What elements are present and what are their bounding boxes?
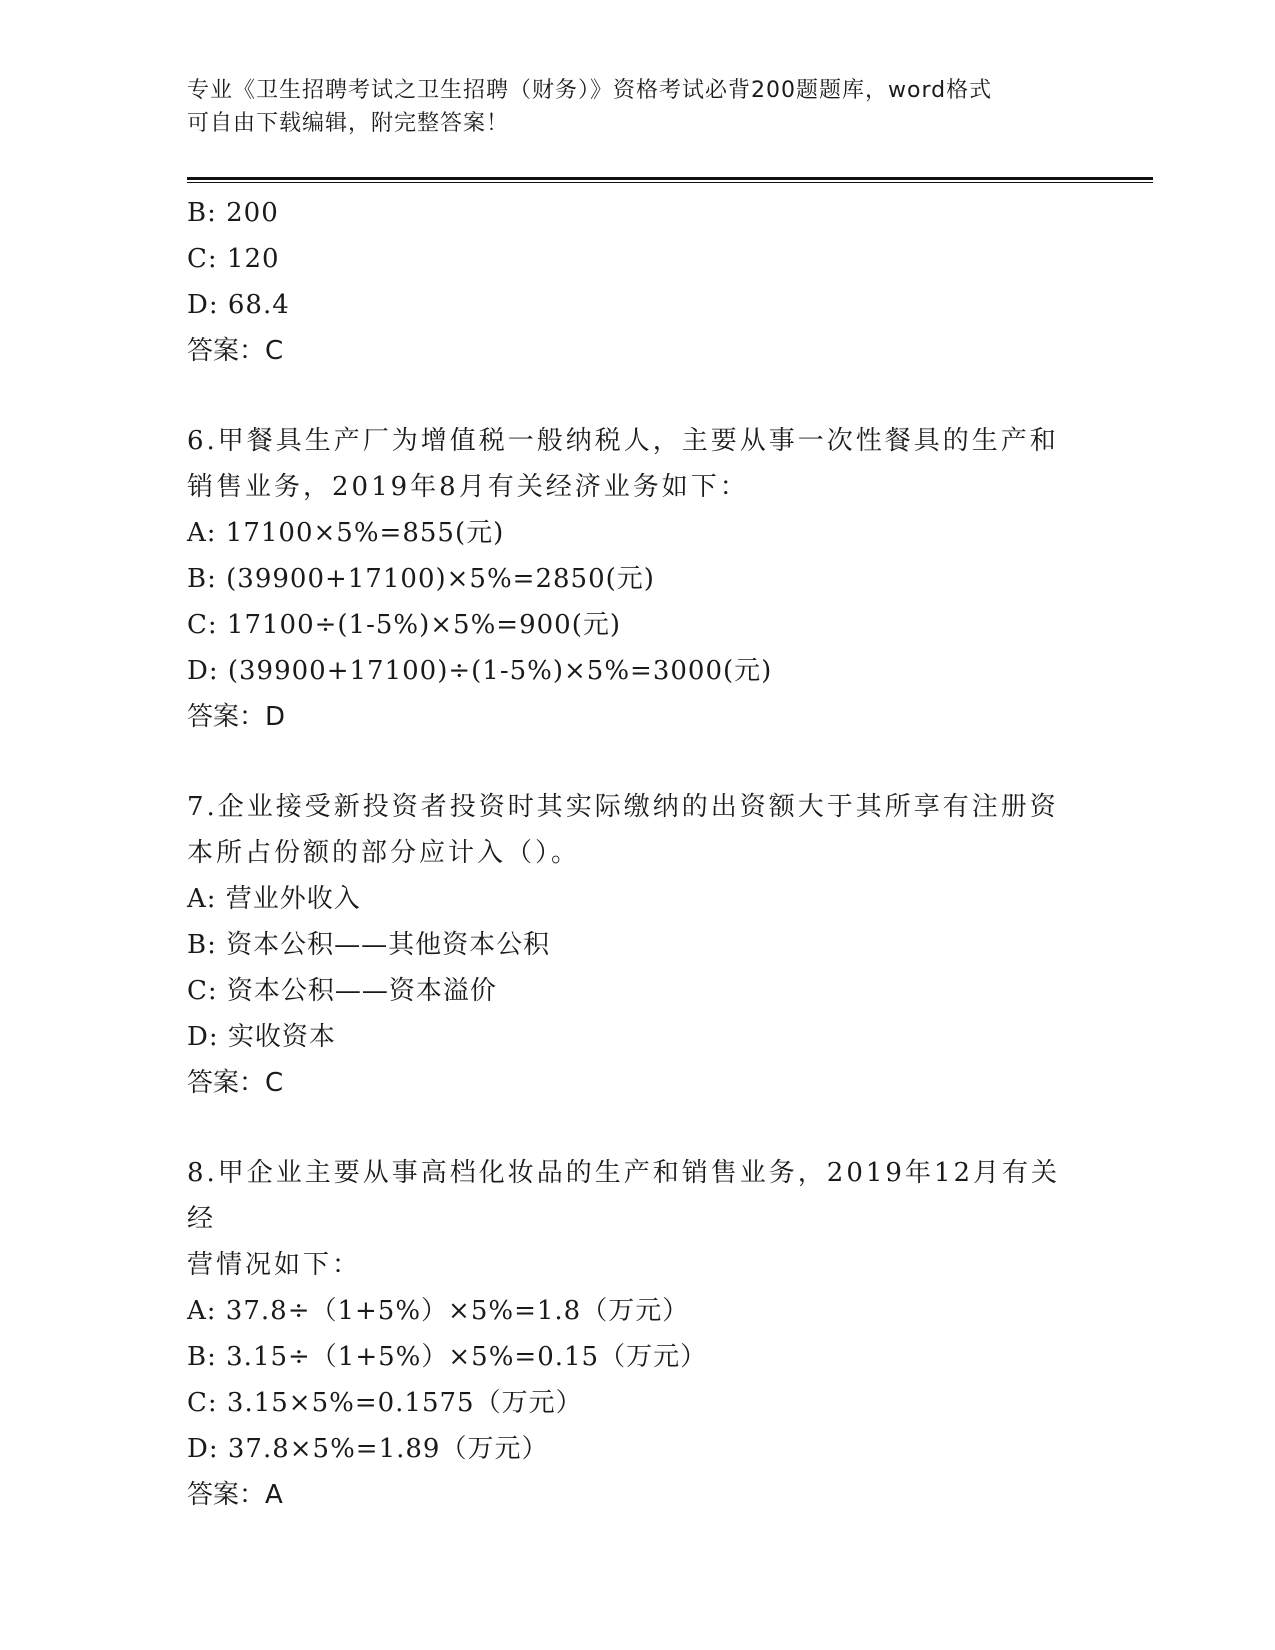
option-c: C: 17100÷(1-5%)×5%=900(元) bbox=[187, 610, 622, 640]
question-stem-line-2: 销售业务，2019年8月有关经济业务如下： bbox=[187, 472, 749, 502]
answer: 答案：C bbox=[187, 1068, 284, 1098]
option-b: B: 3.15÷（1+5%）×5%=0.15（万元） bbox=[187, 1342, 708, 1372]
document-header bbox=[187, 74, 1087, 140]
option-c: C: 资本公积——资本溢价 bbox=[187, 976, 497, 1006]
header-rule-thick bbox=[187, 177, 1153, 180]
option-a: A: 营业外收入 bbox=[187, 884, 361, 914]
header-line-1: 专业《卫生招聘考试之卫生招聘（财务）》资格考试必背200题题库，word格式 bbox=[187, 78, 993, 103]
document-body bbox=[187, 190, 1153, 1518]
question-8 bbox=[187, 1150, 1153, 1518]
answer: 答案：C bbox=[187, 336, 284, 366]
option-b: B: 200 bbox=[187, 198, 279, 228]
option-d: D: 68.4 bbox=[187, 290, 290, 320]
question-6 bbox=[187, 418, 1153, 740]
option-d: D: (39900+17100)÷(1-5%)×5%=3000(元) bbox=[187, 656, 773, 686]
option-d: D: 37.8×5%=1.89（万元） bbox=[187, 1434, 549, 1464]
answer: 答案：A bbox=[187, 1480, 283, 1510]
question-stem bbox=[187, 418, 1087, 510]
question-5-tail bbox=[187, 190, 1153, 374]
option-c: C: 120 bbox=[187, 244, 280, 274]
option-b: B: 资本公积——其他资本公积 bbox=[187, 930, 551, 960]
header-line-2: 可自由下载编辑，附完整答案！ bbox=[187, 111, 510, 136]
question-stem-line-2: 本所占份额的部分应计入（）。 bbox=[187, 838, 581, 868]
question-7 bbox=[187, 784, 1153, 1106]
option-b: B: (39900+17100)×5%=2850(元) bbox=[187, 564, 655, 594]
option-c: C: 3.15×5%=0.1575（万元） bbox=[187, 1388, 583, 1418]
option-a: A: 37.8÷（1+5%）×5%=1.8（万元） bbox=[187, 1296, 690, 1326]
question-stem-line-1: 7.企业接受新投资者投资时其实际缴纳的出资额大于其所享有注册资 bbox=[187, 792, 1059, 822]
header-rule-thin bbox=[187, 182, 1153, 183]
answer: 答案：D bbox=[187, 702, 286, 732]
question-stem bbox=[187, 784, 1087, 876]
question-stem bbox=[187, 1150, 1087, 1288]
question-stem-line-2: 营情况如下： bbox=[187, 1250, 362, 1280]
question-stem-line-1: 6.甲餐具生产厂为增值税一般纳税人，主要从事一次性餐具的生产和 bbox=[187, 426, 1059, 456]
question-stem-line-1: 8.甲企业主要从事高档化妆品的生产和销售业务，2019年12月有关经 bbox=[187, 1158, 1061, 1234]
option-a: A: 17100×5%=855(元) bbox=[187, 518, 505, 548]
option-d: D: 实收资本 bbox=[187, 1022, 336, 1052]
